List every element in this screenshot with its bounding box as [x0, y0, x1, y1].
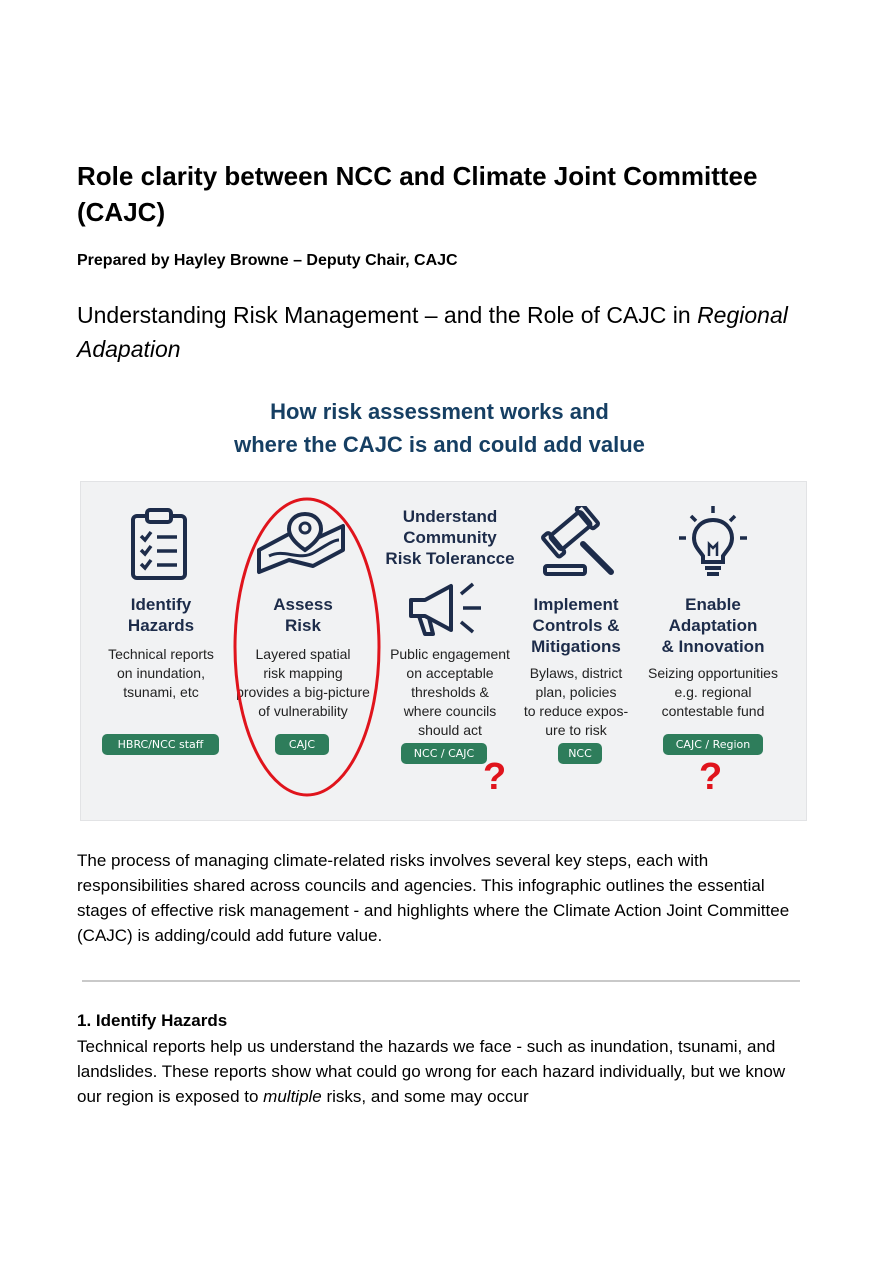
stage-title-line: Risk Tolerancce — [385, 549, 515, 568]
stage-description — [91, 645, 231, 702]
infographic-panel — [80, 481, 807, 821]
stage-description — [379, 645, 521, 740]
stage-desc-line: Seizing opportunities — [648, 665, 778, 681]
infographic-heading-line2: where the CAJC is and could add value — [234, 432, 645, 457]
owner-badge-cajc: CAJC — [275, 734, 329, 755]
stage-desc-line: provides a big-picture — [236, 684, 370, 700]
stage-desc-line: e.g. regional — [674, 684, 752, 700]
stage-enable-adaptation — [641, 594, 785, 721]
highlight-ellipse — [231, 494, 387, 806]
section-text-emphasis: multiple — [263, 1087, 322, 1106]
stage-desc-line: Bylaws, district — [529, 665, 623, 681]
stage-desc-line: ure to risk — [545, 722, 607, 738]
owner-badge-ncc: NCC — [558, 743, 602, 764]
stage-desc-line: on inundation, — [117, 665, 205, 681]
intro-paragraph: The process of managing climate-related risks involves several key steps, each with responsibilities shared across councils and agencies. This infographic outlines the essential stages of effective risk management - and highlights where the Climate Action Joint Committee (CAJC) is adding/could add future value. — [77, 851, 790, 945]
stage-desc-line: Public engagement — [390, 646, 510, 662]
stage-title-line: Adaptation — [668, 616, 758, 635]
byline: Prepared by Hayley Browne – Deputy Chair, CAJC — [77, 252, 458, 269]
question-mark: ? — [699, 756, 723, 798]
stage-title-line: Understand — [402, 507, 498, 526]
gavel-icon — [539, 506, 617, 580]
owner-badge-hbrc-ncc: HBRC/NCC staff — [102, 734, 219, 755]
subtitle — [77, 298, 817, 366]
subtitle-italic: Regional Adapation — [77, 302, 788, 362]
stage-title-line: Mitigations — [531, 637, 621, 656]
stage-desc-line: Layered spatial — [255, 646, 351, 662]
stage-desc-line: plan, policies — [535, 684, 617, 700]
owner-badge-ncc-cajc: NCC / CAJC — [401, 743, 487, 764]
section-text: Technical reports help us understand the hazards we face - such as inundation, tsunami, and landslides. These reports show what could go wrong for each hazard individually, but we know our region is exposed to — [77, 1037, 786, 1106]
stage-title-line: Assess — [273, 595, 333, 614]
stage-title-line: Implement — [533, 595, 619, 614]
section-paragraph — [77, 1034, 812, 1109]
stage-title-line: Controls & — [532, 616, 620, 635]
megaphone-icon — [405, 580, 485, 640]
stage-community-risk-tolerance-title — [379, 506, 521, 569]
infographic-heading — [0, 395, 879, 461]
stage-desc-line: thresholds & — [411, 684, 489, 700]
stage-title-line: & Innovation — [661, 637, 765, 656]
stage-description — [511, 664, 641, 740]
stage-identify-hazards — [91, 594, 231, 702]
stage-desc-line: on acceptable — [406, 665, 494, 681]
stage-desc-line: of vulnerability — [258, 703, 348, 719]
stage-title-line: Risk — [285, 616, 321, 635]
stage-desc-line: contestable fund — [661, 703, 765, 719]
document-title: Role clarity between NCC and Climate Joint Committee (CAJC) — [77, 161, 758, 227]
question-mark: ? — [483, 756, 507, 798]
lightbulb-icon — [677, 504, 749, 580]
stage-title-line: Hazards — [127, 616, 195, 635]
infographic-heading-line1: How risk assessment works and — [270, 399, 609, 424]
stage-description — [641, 664, 785, 721]
stage-desc-line: should act — [418, 722, 482, 738]
stage-implement-controls — [511, 594, 641, 740]
stage-desc-line: risk mapping — [263, 665, 343, 681]
stage-title-line: Identify — [130, 595, 192, 614]
stage-desc-line: to reduce expos- — [523, 703, 629, 719]
stage-desc-line: where councils — [403, 703, 497, 719]
stage-desc-line: tsunami, etc — [123, 684, 199, 700]
section-text: risks, and some may occur — [321, 1087, 529, 1106]
stage-title-line: Community — [403, 528, 497, 547]
stage-community-risk-tolerance — [379, 645, 521, 740]
checklist-icon — [129, 508, 189, 580]
owner-badge-cajc-region: CAJC / Region — [663, 734, 763, 755]
horizontal-rule — [82, 980, 800, 982]
stage-desc-line: Technical reports — [108, 646, 214, 662]
section-heading: 1. Identify Hazards — [77, 1011, 228, 1030]
stage-title-line: Enable — [685, 595, 741, 614]
subtitle-main: Understanding Risk Management – and the Role of CAJC in — [77, 302, 698, 328]
